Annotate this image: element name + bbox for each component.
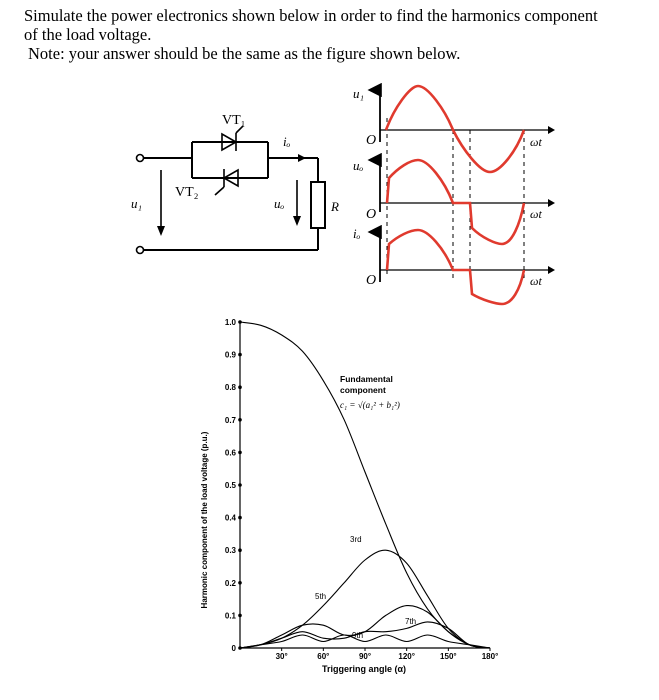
io-time-label: ωt: [530, 274, 542, 288]
x-tick-label: 150°: [440, 652, 457, 661]
chart-x-axis-label: Triggering angle (α): [321, 664, 407, 674]
uo-axis-label: uₒ: [353, 158, 364, 173]
y-tick-label: 0.3: [224, 546, 236, 556]
y-tick-mark: [238, 385, 242, 389]
series-label-7th: 7th: [405, 617, 417, 626]
y-tick-label: 1.0: [224, 318, 236, 327]
chart-series: [240, 322, 490, 648]
question-note: Note: your answer should be the same as the figure shown below.: [28, 44, 461, 63]
y-tick-mark: [238, 418, 242, 422]
x-tick-label: 120°: [398, 652, 415, 661]
resistor-label: R: [331, 199, 339, 214]
y-tick-label: 0.6: [224, 448, 236, 458]
y-tick-label: 0: [231, 644, 236, 653]
question-line-1: Simulate the power electronics shown below in order to find the harmonics component: [24, 6, 598, 25]
y-tick-mark: [238, 548, 242, 552]
series-label-5th: 5th: [315, 592, 327, 601]
y-tick-mark: [238, 451, 242, 455]
vt1-label: VT₁: [222, 113, 246, 128]
y-tick-label: 0.2: [224, 578, 236, 588]
x-tick-label: 90°: [358, 652, 372, 661]
output-voltage-label: uₒ: [274, 196, 285, 211]
io-origin-label: O: [366, 273, 377, 288]
series-label-3rd: 3rd: [350, 535, 362, 544]
uo-origin-label: O: [366, 207, 377, 222]
y-tick-mark: [238, 353, 242, 357]
y-tick-label: 0.8: [224, 383, 236, 393]
input-voltage-label: u₁: [131, 196, 143, 211]
chart-ticks: [225, 318, 498, 661]
series-line-0: [240, 322, 490, 648]
x-tick-label: 180°: [481, 652, 499, 661]
series-label-9th: 9th: [352, 631, 364, 640]
u1-time-label: ωt: [530, 135, 542, 149]
x-tick-label: 60°: [317, 652, 330, 661]
y-tick-label: 0.1: [224, 611, 236, 621]
uo-time-label: ωt: [530, 207, 542, 221]
y-tick-mark: [238, 614, 242, 618]
annotation-fundamental: Fundamental: [340, 374, 393, 384]
io-axis-label: iₒ: [353, 226, 361, 241]
annotation-component: component: [340, 385, 386, 395]
y-tick-label: 0.7: [224, 415, 236, 425]
u1-origin-label: O: [366, 133, 377, 148]
y-tick-label: 0.4: [224, 513, 236, 523]
u1-axis-label: u₁: [353, 86, 365, 101]
vt2-label: VT₂: [175, 185, 199, 200]
y-tick-mark: [238, 581, 242, 585]
chart-y-axis-label: Harmonic component of the load voltage (p.u.): [200, 431, 209, 609]
x-tick-label: 30°: [275, 652, 288, 661]
question-line-2: of the load voltage.: [24, 25, 152, 44]
y-tick-label: 0.5: [224, 481, 236, 490]
y-tick-label: 0.9: [224, 350, 236, 360]
y-tick-mark: [238, 483, 242, 487]
annotation-formula: c₁ = √(a₁² + b₁²): [340, 400, 400, 410]
y-tick-mark: [238, 516, 242, 520]
chart-axes: [240, 322, 490, 648]
current-label: iₒ: [283, 134, 291, 149]
series-line-1: [240, 550, 490, 648]
